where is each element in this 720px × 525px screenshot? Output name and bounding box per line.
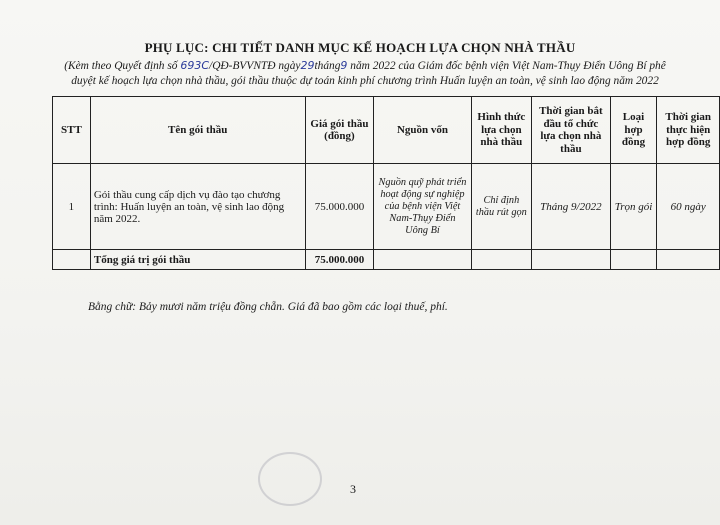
cell-duration: 60 ngày (657, 164, 720, 250)
cell-source: Nguồn quỹ phát triển hoạt động sự nghiệp của bệnh viện Việt Nam-Thụy Điển Uông Bí (374, 164, 471, 250)
subtitle-line-2: duyệt kế hoạch lựa chọn nhà thầu, gói thầu thuộc dự toán kinh phí chương trình Huấn luyện an toàn, vệ sinh lao động năm 2022 (71, 75, 659, 87)
total-label: Tổng giá trị gói thầu (90, 250, 305, 270)
bidding-plan-table (52, 96, 720, 270)
header-name: Tên gói thầu (90, 97, 305, 164)
cell-empty (374, 250, 471, 270)
decision-month: 9 (340, 59, 348, 72)
cell-empty (532, 250, 610, 270)
subtitle-text-d: năm 2022 của Giám đốc bệnh viện Việt Nam-Thụy Điển Uông Bí phê (350, 60, 666, 72)
decision-number: 693C (180, 59, 210, 72)
decision-day: 29 (300, 59, 315, 72)
cell-stt: 1 (53, 164, 91, 250)
header-contract-type: Loại hợp đồng (610, 97, 657, 164)
header-source: Nguồn vốn (374, 97, 471, 164)
amount-in-words: Bằng chữ: Bảy mươi năm triệu đồng chẵn. Giá đã bao gồm các loại thuế, phí. (88, 301, 448, 313)
header-duration: Thời gian thực hiện hợp đồng (657, 97, 720, 164)
cell-empty (610, 250, 657, 270)
subtitle-line-1 (40, 58, 690, 74)
cell-empty (657, 250, 720, 270)
cell-empty (471, 250, 532, 270)
cell-total-empty (53, 250, 91, 270)
total-value: 75.000.000 (305, 250, 374, 270)
cell-start: Tháng 9/2022 (532, 164, 610, 250)
cell-name: Gói thầu cung cấp dịch vụ đào tạo chương trình: Huấn luyện an toàn, vệ sinh lao động năm 2022. (90, 164, 305, 250)
subtitle-text-c: tháng (314, 60, 341, 72)
table-row (53, 164, 720, 250)
subtitle-text-b: /QĐ-BVVNTĐ ngày (209, 60, 301, 72)
subtitle-text-a: (Kèm theo Quyết định số (64, 60, 178, 72)
header-method: Hình thức lựa chọn nhà thầu (471, 97, 532, 164)
page-number: 3 (350, 482, 356, 496)
header-start: Thời gian bắt đầu tổ chức lựa chọn nhà thầu (532, 97, 610, 164)
cell-contract-type: Trọn gói (610, 164, 657, 250)
table-header-row (53, 97, 720, 164)
document-subtitle (40, 58, 690, 89)
cell-method: Chỉ định thầu rút gọn (471, 164, 532, 250)
faint-stamp-mark (258, 452, 322, 506)
header-price: Giá gói thầu (đồng) (305, 97, 374, 164)
document-title: PHỤ LỤC: CHI TIẾT DANH MỤC KẾ HOẠCH LỰA CHỌN NHÀ THẦU (144, 40, 576, 55)
table-total-row (53, 250, 720, 270)
cell-price: 75.000.000 (305, 164, 374, 250)
header-stt: STT (53, 97, 91, 164)
